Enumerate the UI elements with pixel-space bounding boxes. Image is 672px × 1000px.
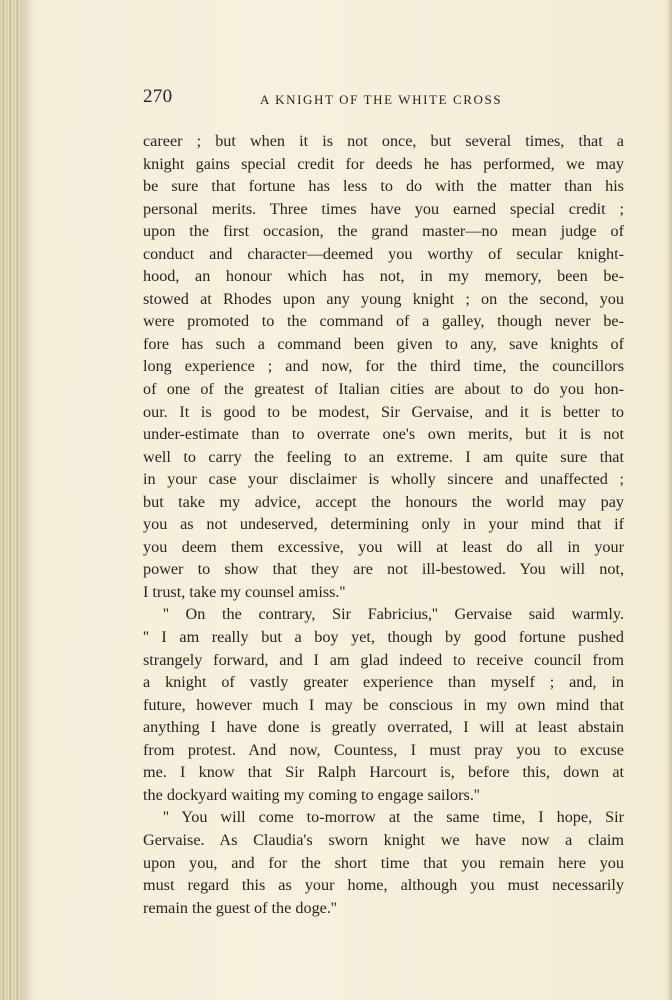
text-line: upon the first occasion, the grand master—no mean judge of [143,222,624,241]
text-line: I trust, take my counsel amiss.'' [143,582,346,601]
page-gutter [0,0,20,1000]
text-line: '' I am really but a boy yet, though by good fortune pushed [143,628,624,647]
text-line: fore has such a command been given to any, save knights of [143,334,624,353]
text-line: knight gains special credit for deeds he has performed, we may [143,154,624,173]
text-line: hood, an honour which has not, in my memory, been be- [143,267,624,286]
text-line: were promoted to the command of a galley, though never be- [143,312,624,331]
text-line: stowed at Rhodes upon any young knight ; on the second, you [143,289,624,308]
text-line: from protest. And now, Countess, I must pray you to excuse [143,740,624,759]
text-line: '' You will come to-morrow at the same time, I hope, Sir [163,808,624,827]
text-line: our. It is good to be modest, Sir Gervaise, and it is better to [143,402,624,421]
text-line: under-estimate than to overrate one's own merits, but it is not [143,425,624,444]
text-line: you as not undeserved, determining only in your mind that if [143,515,624,534]
text-line: well to carry the feeling to an extreme. I am quite sure that [143,447,624,466]
text-line: personal merits. Three times have you earned special credit ; [143,199,624,218]
page-edge [666,0,672,1000]
text-line: of one of the greatest of Italian cities are about to do you hon- [143,380,624,399]
text-line: must regard this as your home, although you must necessarily [143,876,624,895]
text-line: but take my advice, accept the honours the world may pay [143,492,624,511]
text-line: me. I know that Sir Ralph Harcourt is, before this, down at [143,763,624,782]
text-line: in your case your disclaimer is wholly sincere and unaffected ; [143,470,624,489]
text-line: strangely forward, and I am glad indeed to receive council from [143,650,624,669]
text-line: the dockyard waiting my coming to engage sailors.'' [143,785,480,804]
text-line: remain the guest of the doge.'' [143,898,337,917]
text-line: upon you, and for the short time that you remain here you [143,853,624,872]
gutter-shadow [20,0,34,1000]
text-line: a knight of vastly greater experience than myself ; and, in [143,673,624,692]
text-line: you deem them excessive, you will at least do all in your [143,537,624,556]
body-text [143,130,624,919]
text-line: anything I have done is greatly overrated, I will at least abstain [143,718,624,737]
text-line: long experience ; and now, for the third time, the councillors [143,357,624,376]
text-line: power to show that they are not ill-bestowed. You will not, [143,560,624,579]
text-line: future, however much I may be conscious in my own mind that [143,695,624,714]
text-line: career ; but when it is not once, but several times, that a [143,132,624,150]
text-line: be sure that fortune has less to do with the matter than his [143,177,624,196]
page-number: 270 [143,86,173,107]
running-title: A KNIGHT OF THE WHITE CROSS [260,92,503,107]
text-line: conduct and character—deemed you worthy of secular knight- [143,244,624,263]
text-line: Gervaise. As Claudia's sworn knight we have now a claim [143,830,624,849]
text-line: '' On the contrary, Sir Fabricius,'' Gervaise said warmly. [163,605,624,624]
